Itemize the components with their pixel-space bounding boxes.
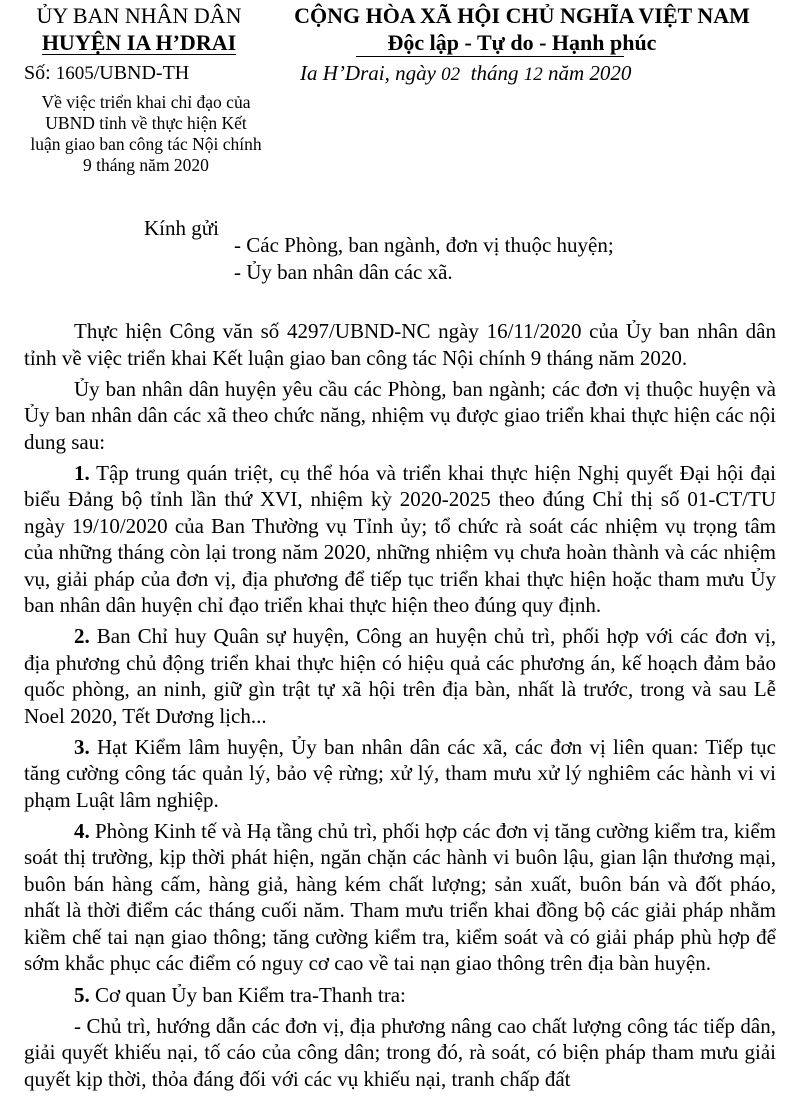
subject-line: luận giao ban công tác Nội chính: [30, 134, 262, 154]
subject-line: UBND tỉnh về thực hiện Kết: [45, 113, 247, 133]
issuing-authority: [14, 2, 264, 56]
item-3: [24, 734, 776, 814]
document-date: [300, 60, 631, 88]
item-2: [24, 623, 776, 729]
date-month-label: tháng: [470, 61, 519, 85]
authority-line-1: ỦY BAN NHÂN DÂN: [36, 3, 242, 28]
subject-line: 9 tháng năm 2020: [83, 155, 209, 175]
nation-title: CỘNG HÒA XÃ HỘI CHỦ NGHĨA VIỆT NAM: [294, 3, 750, 28]
item-5-sub: - Chủ trì, hướng dẫn các đơn vị, địa phương nâng cao chất lượng công tác tiếp dân, giải quyết khiếu nại, tố cáo của công dân; trong đó, rà soát, có biện pháp tham mưu giải quyết kịp thời, thỏa đáng đối với các vụ khiếu nại, tranh chấp đất: [24, 1013, 776, 1091]
recipient-item: - Ủy ban nhân dân các xã.: [234, 260, 453, 284]
item-text: Phòng Kinh tế và Hạ tầng chủ trì, phối hợp các đơn vị tăng cường kiểm tra, kiểm soát thị trường, kịp thời phát hiện, ngăn chặn các hành vi buôn lậu, gian lận thương mại, buôn bán hàng cấm, hàng giả, hàng kém chất lượng; sản xuất, buôn bán và đốt pháo, nhất là thời điểm các tháng cuối năm. Tham mưu triển khai đồng bộ các giải pháp nhằm kiềm chế tai nạn giao thông; tăng cường kiểm tra, kiểm soát và có giải pháp phù hợp để sớm khắc phục các điểm có nguy cơ cao về tai nạn giao thông trên địa bàn huyện.: [24, 818, 776, 976]
document-subject: [20, 92, 272, 176]
body-paragraph: Thực hiện Công văn số 4297/UBND-NC ngày 16/11/2020 của Ủy ban nhân dân tỉnh về việc triển khai Kết luận giao ban công tác Nội chính 9 tháng năm 2020.: [24, 319, 776, 370]
motto-underline: [356, 56, 624, 57]
authority-line-2: HUYỆN IA H’DRAI: [41, 30, 237, 55]
item-number: 2.: [74, 624, 90, 649]
date-prefix: Ia H’Drai, ngày: [300, 61, 436, 85]
body-paragraph: Ủy ban nhân dân huyện yêu cầu các Phòng, ban ngành; các đơn vị thuộc huyện và Ủy ban nhân dân các xã theo chức năng, nhiệm vụ được giao triển khai thực hiện các nội dung sau:: [24, 376, 776, 454]
item-text: Hạt Kiểm lâm huyện, Ủy ban nhân dân các xã, các đơn vị liên quan: Tiếp tục tăng cường công tác quản lý, bảo vệ rừng; xử lý, tham mưu xử lý nghiêm các hành vi vi phạm Luật lâm nghiệp.: [24, 734, 776, 812]
recipient-item: - Các Phòng, ban ngành, đơn vị thuộc huyện;: [234, 233, 614, 257]
number-suffix: /UBND-TH: [93, 62, 190, 84]
document-body: [24, 318, 776, 1097]
motto: Độc lập - Tự do - Hạnh phúc: [387, 30, 657, 55]
number-label: Số:: [24, 62, 51, 84]
item-number: 3.: [74, 734, 90, 759]
recipient-list: [234, 232, 614, 286]
date-day: 02: [441, 64, 461, 85]
number-value: 1605: [55, 63, 94, 84]
date-year: năm 2020: [548, 61, 632, 85]
item-text: Cơ quan Ủy ban Kiểm tra-Thanh tra:: [89, 982, 406, 1007]
national-motto: [262, 2, 782, 56]
document-number: [24, 60, 189, 87]
item-number: 1.: [74, 460, 90, 485]
item-1: [24, 460, 776, 619]
item-5: [24, 982, 776, 1009]
date-month: 12: [523, 64, 543, 85]
item-number: 4.: [74, 818, 90, 843]
item-4: [24, 818, 776, 977]
item-text: Tập trung quán triệt, cụ thể hóa và triển khai thực hiện Nghị quyết Đại hội đại biểu Đảng bộ tỉnh lần thứ XVI, nhiệm kỳ 2020-2025 theo đúng Chỉ thị số 01-CT/TU ngày 19/10/2020 của Ban Thường vụ Tỉnh ủy; tổ chức rà soát các nhiệm vụ trọng tâm của những tháng còn lại trong năm 2020, những nhiệm vụ chưa hoàn thành và các nhiệm vụ, giải pháp của đơn vị, địa phương để tiếp tục triển khai thực hiện hoặc tham mưu Ủy ban nhân dân huyện chỉ đạo triển khai thực hiện theo đúng quy định.: [24, 460, 776, 618]
item-text: Ban Chỉ huy Quân sự huyện, Công an huyện chủ trì, phối hợp với các đơn vị, địa phương chủ động triển khai thực hiện có hiệu quả các phương án, kế hoạch đảm bảo quốc phòng, an ninh, giữ gìn trật tự xã hội trên địa bàn, nhất là trước, trong và sau Lễ Noel 2020, Tết Dương lịch...: [24, 624, 776, 728]
subject-line: Về việc triển khai chỉ đạo của: [41, 92, 251, 112]
item-number: 5.: [74, 982, 90, 1007]
addressee-label: Kính gửi: [144, 216, 219, 240]
